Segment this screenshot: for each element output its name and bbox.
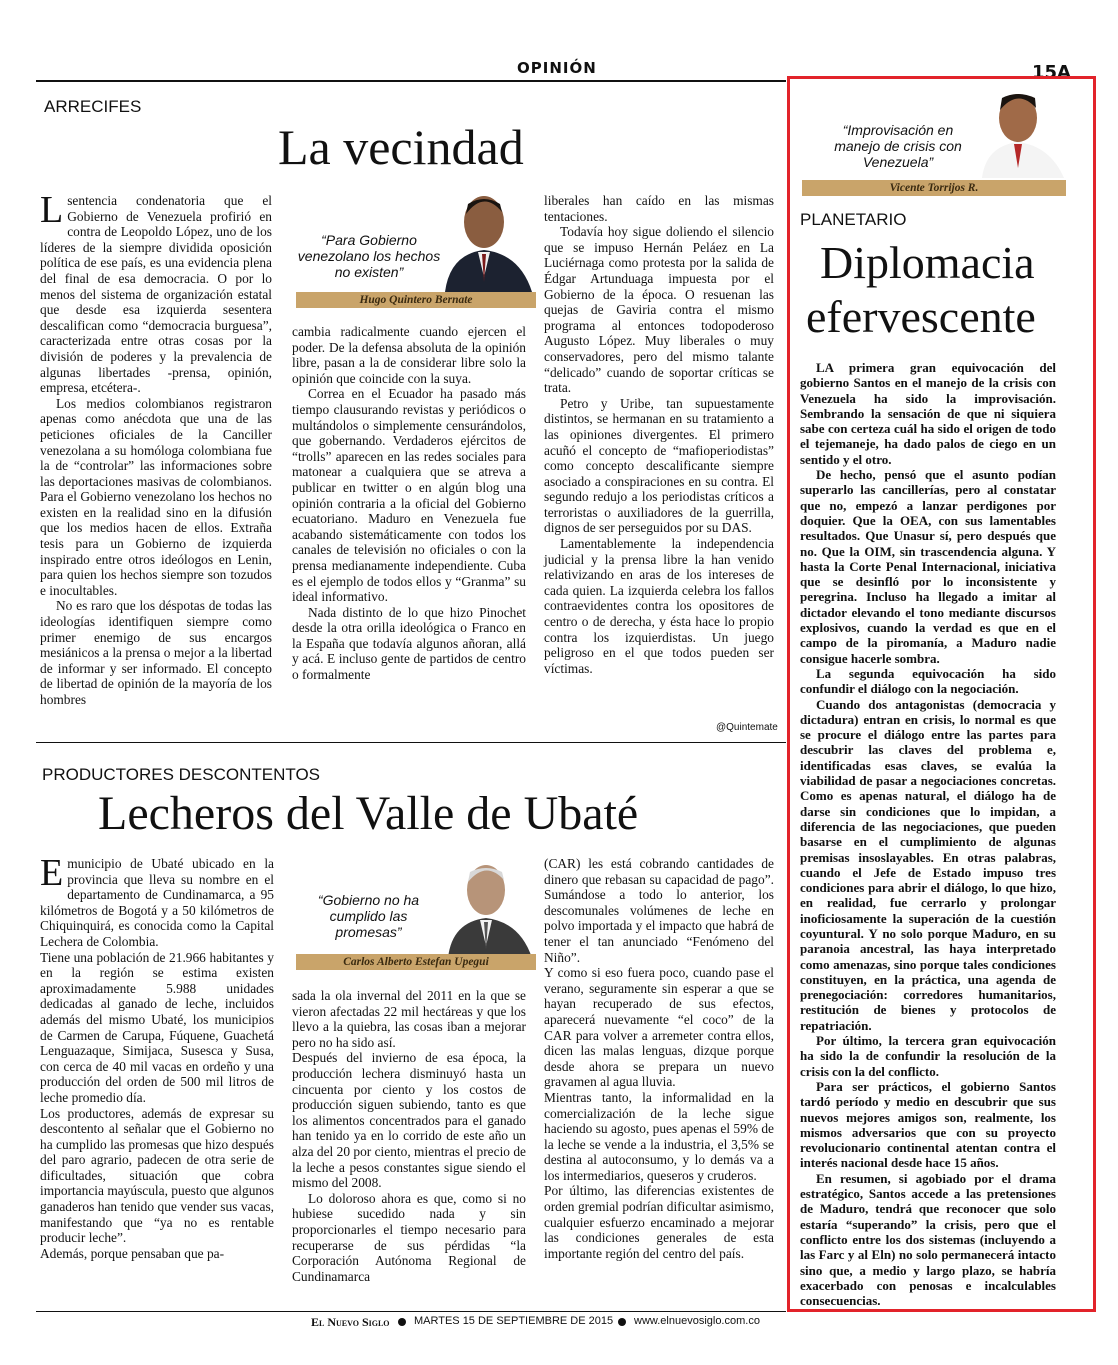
arrecifes-column-2: cambia radicalmente cuando ejercen el poder. De la defensa absoluta de la opinión libre, pasan a la de considerar libre solo la opinión que coincide con la suya. Correa en el Ecuador ha pasado más tiempo clausurando revistas y periódicos o multándolos o simplemente censurándolos, que gobernando. Verdaderos ejércitos de “trolls” aparecen en las redes sociales para matonear a cualquiera que se atreva a publicar en twitter o en algún blog una opinión contraria a la oficial del Gobierno ecuatoriano. Maduro en Venezuela fue acabando sistemáticamente con todos los canales de televisión no oficiales o con la prensa medianamente independiente. Cuba es el ejemplo de todos ellos y “Granma” su ideal informativo. Nada distinto de lo que hizo Pinochet desde la otra orilla ideológica o Franco en la España que todavía algunos añoran, allá y acá. E incluso gente de partidos de centro o formalmente: [292, 324, 526, 683]
productores-headline: Lecheros del Valle de Ubaté: [98, 787, 639, 840]
productores-author-name: Carlos Alberto Estefan Upegui: [296, 954, 536, 970]
twitter-handle: @Quintemate: [716, 722, 778, 733]
productores-quote-box: [290, 856, 538, 974]
footer-bar: [36, 1311, 786, 1332]
planetario-body: LA primera gran equivocación del gobierno Santos en el manejo de la crisis con Venezuela ha sido la improvisación. Sembrando la sensación de que ni siquiera sabe con certeza cuál ha sido el origen de todo el tejemaneje, ha dado palos de ciego en un sentido y el otro. De hecho, pensó que el asunto podían superarlo las cancillerías, pero al constatar que no, empezó a lanzar perdigones por doquier. Que la OEA, con sus lamentables resultados. Que Unasur sí, pero después que no. Que la OIM, sin trascendencia alguna. Y hasta la Corte Penal Internacional, iniciativa que se desinfló por lo inconsistente y peregrina. Incluso ha llegado a imitar al dictador elevando el tono mediante discursos explosivos, cuando la verdad es que en el campo de la piromanía, a Maduro nadie consigue hacerle sombra. La segunda equivocación ha sido confundir el diálogo con la negociación. Cuando dos antagonistas (democracia y dictadura) entran en crisis, lo normal es que se procure el diálogo entre las partes para descubrir las claves del problema e, identificadas esas claves, se evalúa la viabilidad de pasar a negociaciones concretas. Como es apenas natural, el diálogo ha de darse sin condiciones que lo impidan, a diferencia de las negociaciones, que pueden basarse en el cumplimiento de algunas premisas insoslayables. En otras palabras, cuando el Jefe de Estado impuso tres condiciones para abrir el diálogo, lo que hizo, en realidad, fue cerrarlo y prolongar inoficiosamente la superación de la cuestión coyuntural. Y no solo porque Maduro, en su paranoia ancestral, las haya interpretado como amenazas, sino porque tales condiciones constituyen, en la práctica, una agenda de prenegociación: corredores humanitarios, restitución de bienes y protocolos de repatriación. Por último, la tercera gran equivocación ha sido la de confundir la resolución de la crisis con la del conflicto. Para ser prácticos, el gobierno Santos tardó período y medio en descubrir que sus nuevos mejores amigos son, realmente, los mismos adversarios que con su proyecto revolucionario continental atentan contra el interés nacional desde hace 15 años. En resumen, si agobiado por el drama estratégico, Santos accede a las pretensiones de Maduro, tendrá que reconocer que solo estaría “superando” la crisis, pero que el conflicto entre los dos sistemas (incluyendo a las Farc y al Eln) no solo permanecerá intacto sino que, a medio y largo plazo, se habría exacerbado con penosas e incalculables consecuencias.: [800, 360, 1056, 1309]
bullet-icon: [618, 1318, 626, 1326]
productores-column-2: sada la ola invernal del 2011 en la que se vieron afectadas 22 mil hectáreas y que los llevo a la quiebra, las cosas iban a mejorar pero no ha sido así. Después del invierno de esa época, la producción lechera disminuyó hasta un cincuenta por ciento y los costos de producción siguen subiendo, tanto es que los alimentos concentrados para el ganado han tenido ya en lo corrido de este año un alza del 20 por ciento, mientras el precio de la leche a pesos constantes sigue siendo el mismo del 2008. Lo doloroso ahora es que, como si no hubiese sucedido nada y sin proporcionarles el tiempo necesario para recuperarse de sus pérdidas “la Corporación Autónoma Regional de Cundinamarca: [292, 988, 526, 1284]
arrecifes-headline: La vecindad: [278, 119, 524, 175]
planetario-author-name: Vicente Torrijos R.: [802, 180, 1066, 196]
planetario-quote-box: [800, 86, 1068, 198]
planetario-pull-quote: “Improvisación en manejo de crisis con Venezuela”: [834, 122, 962, 170]
author-photo: [440, 192, 535, 292]
arrecifes-quote-box: [290, 192, 538, 310]
footer-paper-name: El Nuevo Siglo: [311, 1315, 390, 1329]
top-rule: [36, 80, 786, 82]
productores-pull-quote: “Gobierno no ha cumplido las promesas”: [317, 892, 420, 940]
planetario-headline-line-1: Diplomacia: [820, 237, 1035, 288]
footer-date: MARTES 15 DE SEPTIEMBRE DE 2015: [414, 1315, 614, 1327]
bullet-icon: [398, 1318, 406, 1326]
author-photo: [978, 86, 1066, 178]
productores-kicker: PRODUCTORES DESCONTENTOS: [42, 765, 321, 784]
productores-column-1: Emunicipio de Ubaté ubicado en la provincia que lleva su nombre en el departamento de Cundinamarca, a 95 kilómetros de Bogotá y a 50 kilómetros de Chiquinquirá, es conocida como la Capital Lechera de Colombia. Tiene una población de 21.966 habitantes y en la región se estima existen aproximadamente 5.988 unidades dedicadas al ganado de leche, incluidos además del mismo Ubaté, los municipios de Carmen de Carupa, Fúquene, Guachetá Lenguazaque, Simijaca, Susesca y Susa, con cerca de 40 mil vacas en ordeño y una producción del orden de 500 mil litros de leche promedio día. Los productores, además de expresar su descontento al señalar que el Gobierno no ha cumplido las promesas que hizo después del paro agrario, padecen de otra serie de dificultades, situación que cobra importancia mayúscula, puesto que algunos ganaderos han tenido que vender sus vacas, manifestando que “ya no es rentable producir leche”. Además, porque pensaban que pa-: [40, 852, 274, 1261]
arrecifes-column-1: Lsentencia condenatoria que el Gobierno de Venezuela profirió en contra de Leopoldo López, uno de los líderes de la siempre dividida oposición política de ese país, es una evidencia plena del final de esa democracia. O por lo menos del sistema de organización estatal que desde esa izquierda sesentera descalifican como “democracia burguesa”, caracterizada entre otras cosas por la división de poderes y la prevalencia de algunas libertades -prensa, opinión, empresa, etcétera-. Los medios colombianos registraron apenas como anécdota que una de las peticiones oficiales de la Canciller venezolana a su homóloga colombiana fue la de “controlar” las informaciones sobre las deportaciones masivas de colombianos. Para el Gobierno venezolano los hechos no existen en la realidad sino en la difusión que los medios hacen de ellos. Extraña tesis para un Gobierno de izquierda inspirado entre otros ideólogos en Lenin, para quien los hechos siempre son tozudos e inocultables. No es raro que los déspotas de todas las ideologías identifiquen siempre como primer enemigo de sus encargos mesiánicos a la prensa o mejor a la libertad de informar y ser informado. El concepto de libertad de opinión de la mayoría de los hombres: [40, 189, 272, 707]
arrecifes-author-name: Hugo Quintero Bernate: [296, 292, 536, 308]
section-divider: [36, 742, 786, 743]
arrecifes-pull-quote: “Para Gobierno venezolano los hechos no existen”: [297, 232, 441, 280]
arrecifes-kicker: ARRECIFES: [44, 97, 142, 116]
author-photo: [442, 858, 534, 958]
planetario-kicker: PLANETARIO: [800, 210, 907, 229]
page-number: 15A: [1032, 62, 1071, 83]
section-header: OPINIÓN: [517, 59, 597, 77]
planetario-headline-line-2: efervescente: [806, 291, 1036, 342]
footer-url: www.elnuevosiglo.com.co: [634, 1315, 760, 1327]
arrecifes-column-3: liberales han caído en las mismas tentaciones. Todavía hoy sigue doliendo el silencio que se impuso Hernán Peláez en La Luciérnaga como protesta por la salida de Édgar Artunduaga impuesta por el Gobierno de la época. O resuenan las quejas de Gaviria contra el mismo programa al entonces todopoderoso Augusto López. Muy liberales o muy conservadores, pero del mismo talante “delicado” cuando de soportar críticas se trata. Petro y Uribe, tan supuestamente distintos, se hermanan en su tratamiento a las opiniones divergentes. El primero acuñó el concepto de “mafioperiodistas” como concepto descalificante siempre asociado a conspiraciones en su contra. El segundo redujo a los periodistas críticos a terroristas o auxiliadores de la guerrilla, dignos de ser perseguidos por su DAS. Lamentablemente la independencia judicial y la prensa libre la han venido relativizando en aras de los intereses de cada quien. La izquierda celebra los fallos contraevidentes contra los opositores de centro o de derecha, y ésta hace lo propio contra los izquierdistas. Un juego peligroso en el que todos pueden ser víctimas.: [544, 193, 774, 676]
productores-column-3: (CAR) les está cobrando cantidades de dinero que rebasan su capacidad de pago”. Sumándose a todo lo anterior, los descomunales volúmenes de leche en polvo importada y el impacto que habrá de tener el tan anunciado “Fenómeno del Niño”. Y como si eso fuera poco, cuando pase el verano, seguramente sin esperar a que se hayan recuperado de sus efectos, aparecerá nuevamente “el coco” de la CAR para volver a arremeter contra ellos, dicen las malas lenguas, dizque porque desde ahora se prepara un nuevo gravamen al agua lluvia. Mientras tanto, la informalidad en la comercialización de la leche sigue haciendo su agosto, pues apenas el 59% de la leche se vende a la industria, el 3,5% se destina al autoconsumo, y lo demás va a los intermediarios, queseros y cruderos. Por último, las diferencias existentes de orden gremial podrían dificultar asimismo, cualquier esfuerzo encaminado a mejorar las condiciones generales de esta importante región del centro del país.: [544, 856, 774, 1261]
